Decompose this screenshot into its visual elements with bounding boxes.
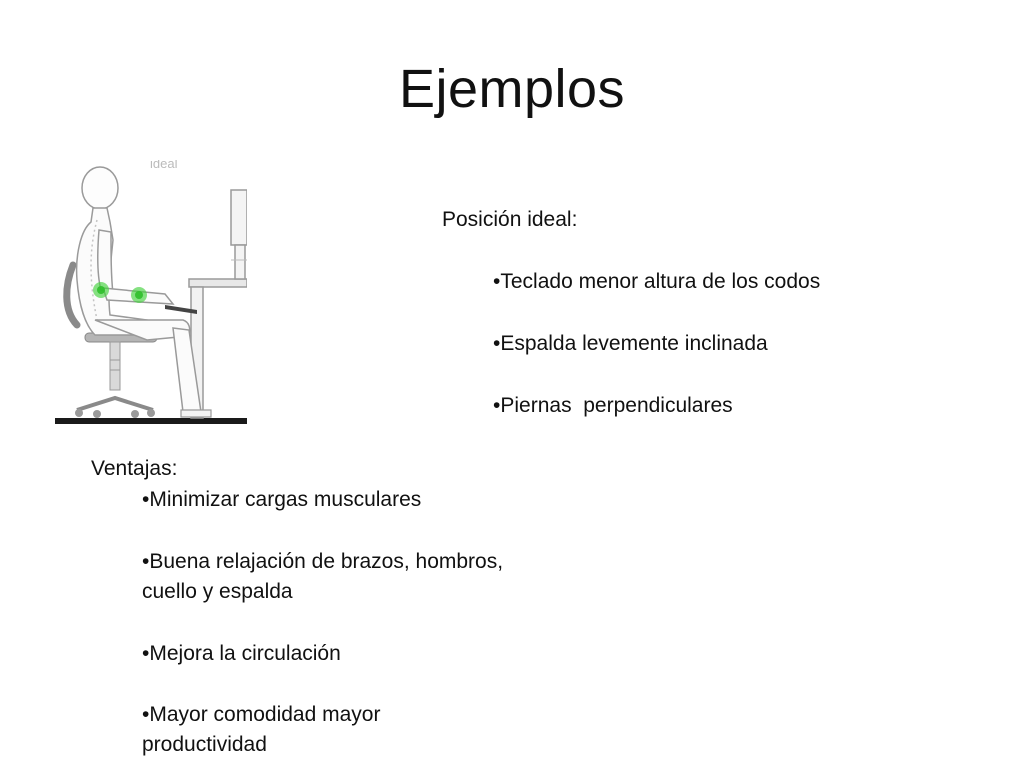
advantage-item [142, 485, 421, 515]
slide-title: Ejemplos [398, 59, 626, 119]
ideal-position-item [493, 267, 820, 297]
bullet-marker: • [142, 550, 150, 573]
advantage-item-line1: Mayor comodidad mayor [149, 703, 381, 726]
ideal-position-item-text: Espalda levemente inclinada [500, 332, 768, 355]
bullet-marker: • [142, 703, 150, 726]
ideal-position-item [493, 329, 768, 359]
advantages-heading: Ventajas: [91, 457, 178, 480]
advantage-item-line2: productividad [142, 733, 267, 756]
figure-caption: ideal [150, 160, 178, 171]
bullet-marker: • [493, 270, 501, 293]
advantage-item-line1: Mejora la circulación [149, 642, 341, 665]
ideal-position-item [493, 391, 733, 421]
advantage-item [142, 700, 380, 760]
advantage-item-line1: Minimizar cargas musculares [149, 488, 422, 511]
ergonomic-posture-illustration [55, 160, 247, 430]
advantage-item-line1: Buena relajación de brazos, hombros, [149, 550, 504, 573]
bullet-marker: • [142, 642, 150, 665]
advantage-item-line2: cuello y espalda [142, 580, 293, 603]
bullet-marker: • [142, 488, 150, 511]
advantage-item [142, 547, 503, 607]
ideal-position-item-text: Piernas perpendiculares [500, 394, 733, 417]
bullet-marker: • [493, 394, 501, 417]
ideal-position-heading: Posición ideal: [442, 208, 578, 231]
bullet-marker: • [493, 332, 501, 355]
advantage-item [142, 639, 341, 669]
ideal-position-item-text: Teclado menor altura de los codos [500, 270, 821, 293]
